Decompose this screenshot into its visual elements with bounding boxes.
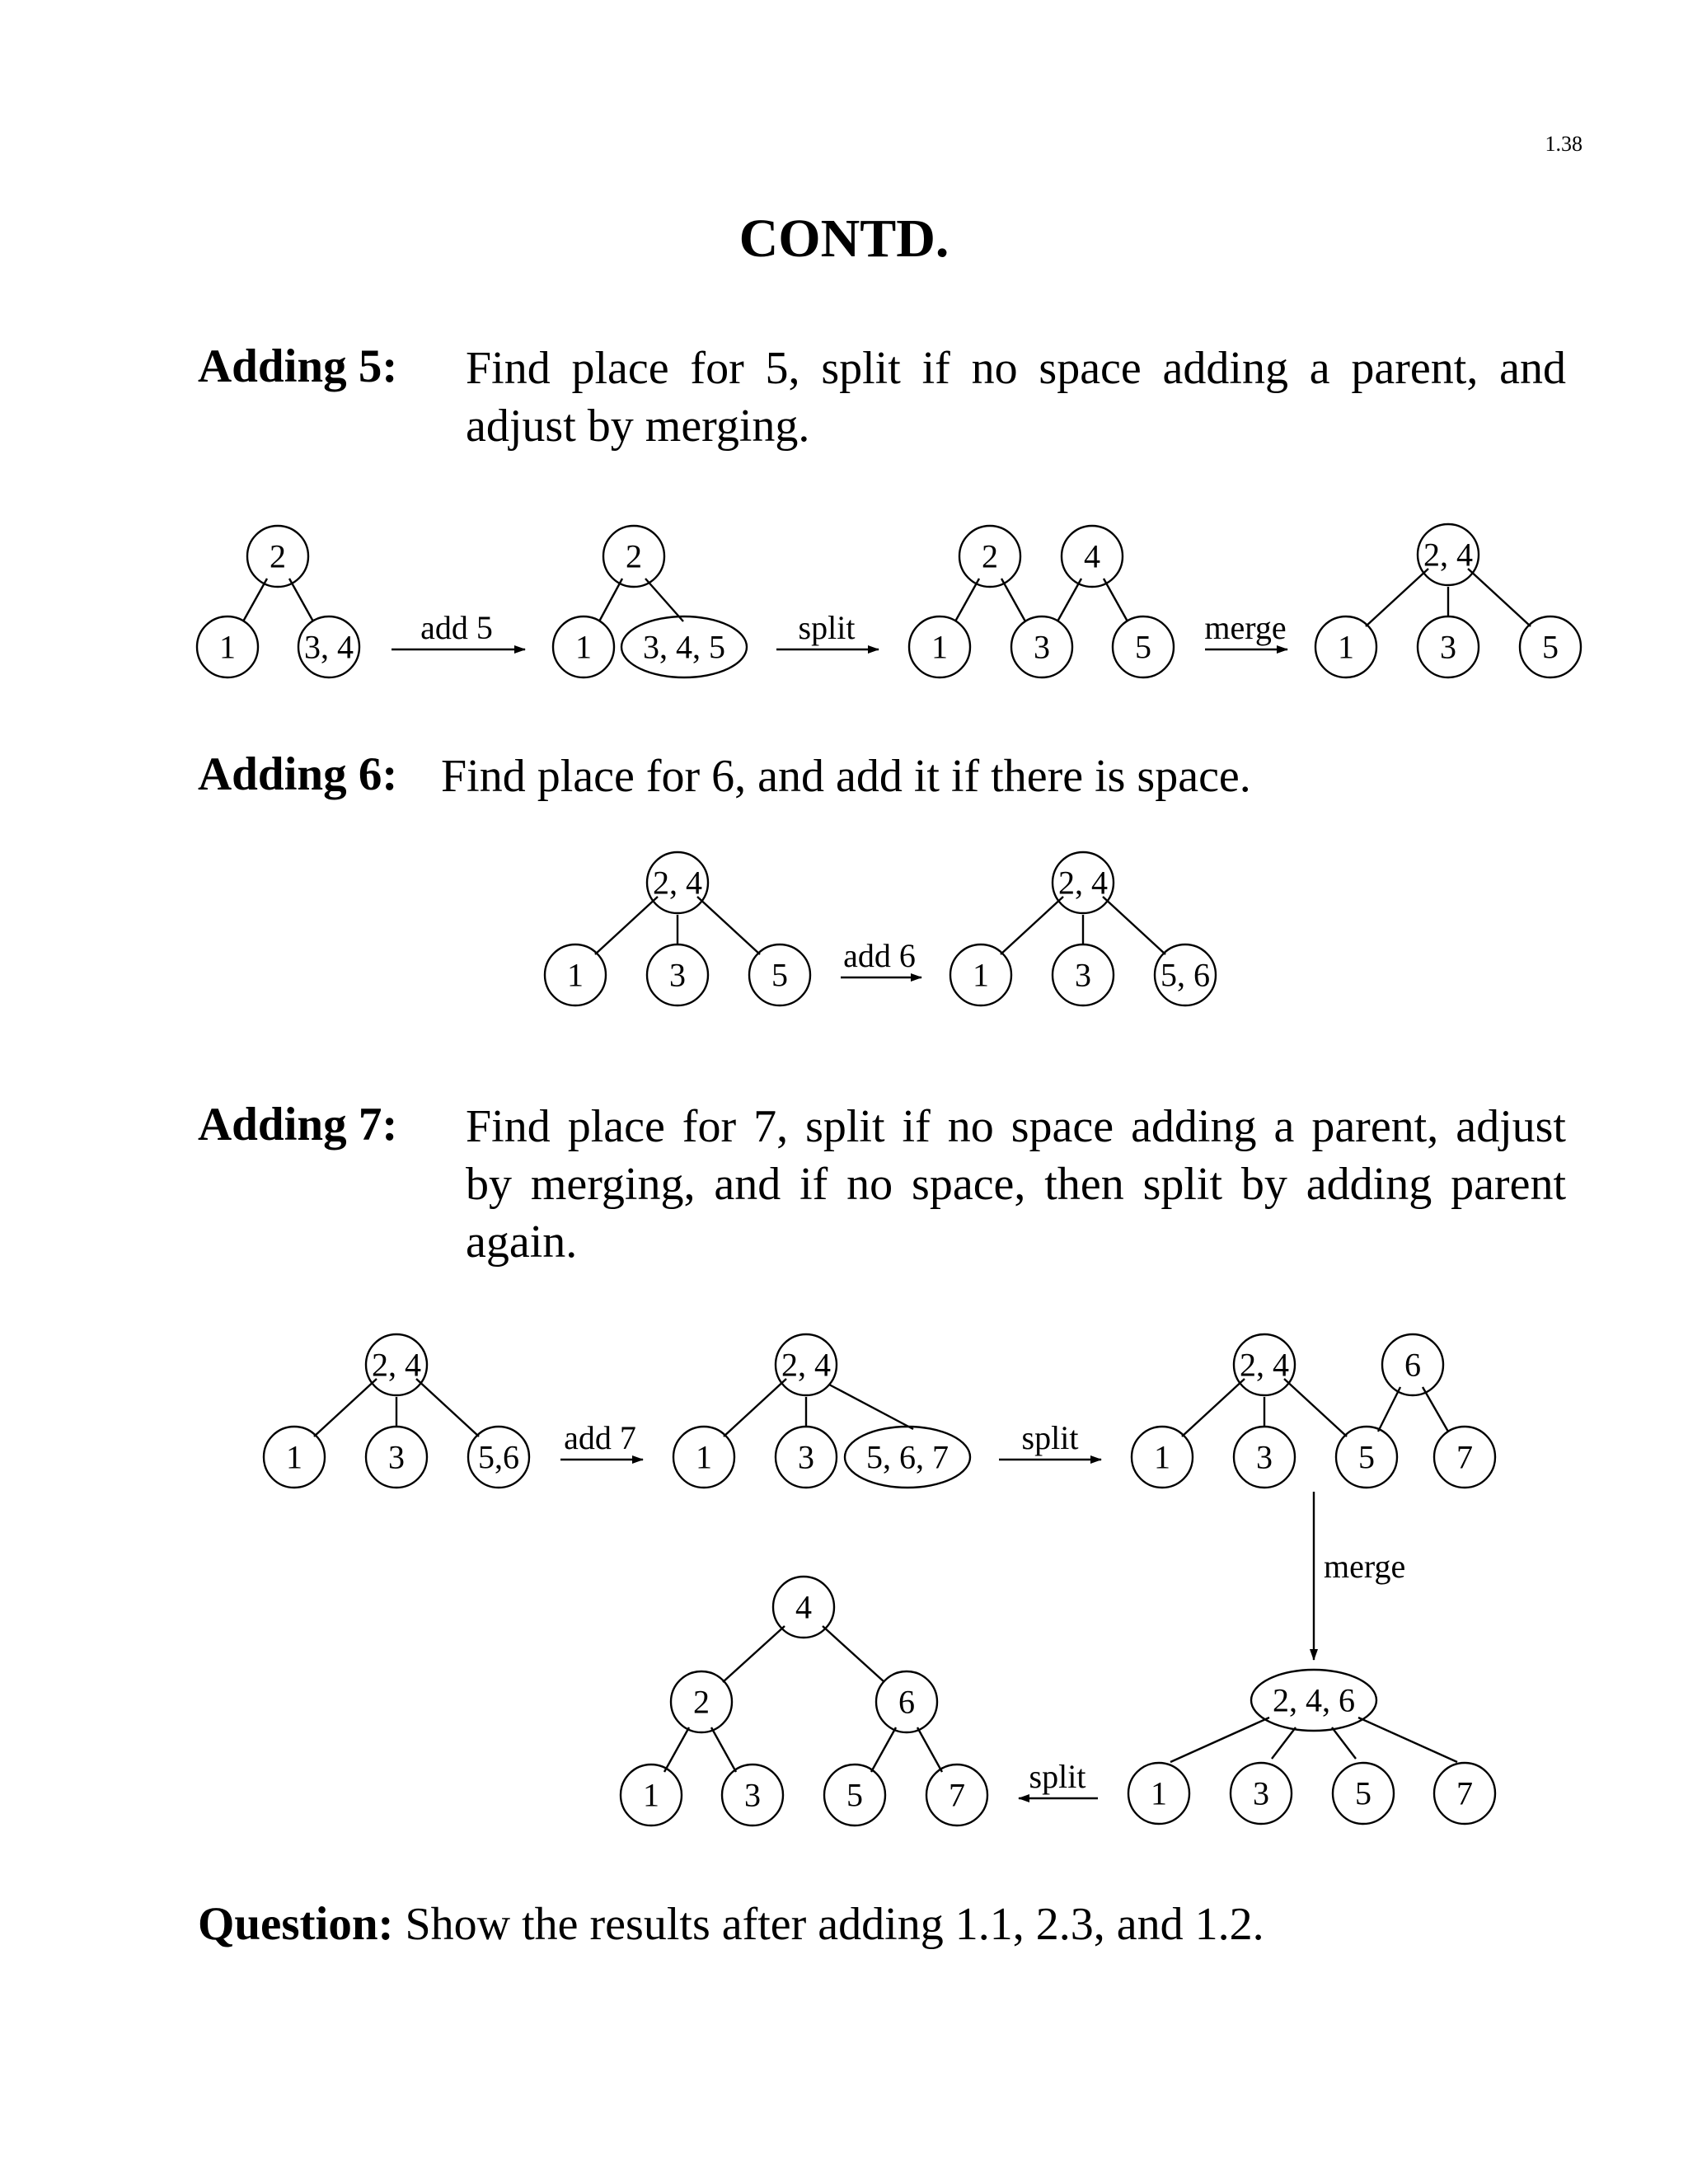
node-label: 1: [1154, 1438, 1170, 1476]
tree-edge: [697, 897, 760, 954]
node-label: 7: [1456, 1438, 1473, 1476]
tree-edge: [1378, 1387, 1400, 1432]
node-label: 2, 4: [653, 864, 702, 902]
arrow-label: split: [798, 609, 856, 646]
section-7-label: Adding 7:: [198, 1099, 398, 1151]
node-label: 1: [643, 1776, 659, 1814]
node-label: 3: [669, 956, 686, 994]
arrow-merge-vertical: [1314, 1492, 1405, 1660]
tree-edge: [1103, 897, 1165, 954]
node-label: 1: [567, 956, 584, 994]
node-label: 7: [949, 1776, 965, 1814]
node-label: 3, 4: [304, 628, 354, 666]
node-label: 3: [1075, 956, 1091, 994]
section-7-line-2: by merging, and if no space, then split by adding parent: [466, 1159, 1566, 1210]
node-label: 2: [982, 537, 998, 575]
tree-5b: [553, 526, 747, 677]
tree-edge: [711, 1727, 736, 1772]
node-label: 2, 4, 6: [1273, 1681, 1355, 1719]
arrow-label: merge: [1324, 1548, 1406, 1585]
node-label: 5: [1542, 628, 1559, 666]
tree-edge: [1001, 897, 1063, 954]
arrow-split: [776, 609, 879, 649]
tree-edge: [1284, 1379, 1347, 1436]
node-label: 2, 4: [781, 1346, 831, 1384]
arrow-add-7: [560, 1419, 643, 1460]
tree-edge: [289, 579, 313, 621]
section-5-label: Adding 5:: [198, 340, 398, 392]
question-text: Show the results after adding 1.1, 2.3, and 1.2.: [405, 1899, 1264, 1950]
tree-5d: [1315, 524, 1581, 677]
tree-edge: [243, 579, 267, 621]
node-label: 3: [1034, 628, 1050, 666]
node-label: 3: [1440, 628, 1456, 666]
tree-7a: [264, 1334, 529, 1488]
node-label: 5: [1355, 1774, 1372, 1812]
node-label: 6: [898, 1683, 915, 1721]
tree-edge: [416, 1379, 479, 1436]
node-label: 5: [846, 1776, 863, 1814]
node-label: 2, 4: [1240, 1346, 1289, 1384]
section-5-line-1: Find place for 5, split if no space adding a parent, and: [466, 343, 1566, 394]
tree-5a: [197, 526, 359, 677]
tree-edge: [664, 1727, 689, 1772]
node-label: 5, 6: [1160, 956, 1210, 994]
tree-edge: [1057, 579, 1081, 621]
tree-edge: [917, 1727, 942, 1772]
tree-edge: [829, 1385, 913, 1429]
tree-edge: [1366, 569, 1428, 626]
node-label: 5: [1358, 1438, 1375, 1476]
tree-edge: [1170, 1718, 1269, 1762]
node-label: 4: [1084, 537, 1100, 575]
arrow-split: [999, 1419, 1101, 1460]
arrow-merge: [1204, 609, 1287, 649]
node-label: 3: [744, 1776, 761, 1814]
arrow-label: split: [1029, 1758, 1086, 1795]
node-label: 3: [1253, 1774, 1269, 1812]
node-label: 1: [931, 628, 948, 666]
tree-edge: [871, 1727, 896, 1772]
section-7-line-1: Find place for 7, split if no space adding a parent, adjust: [466, 1101, 1566, 1152]
tree-6a: [545, 852, 810, 1005]
node-label: 2, 4: [372, 1346, 421, 1384]
tree-7e: [621, 1577, 987, 1825]
arrow-add-6: [841, 937, 921, 977]
tree-edge: [1468, 569, 1531, 626]
tree-edge: [1332, 1727, 1356, 1759]
node-label: 1: [973, 956, 989, 994]
tree-edge: [1001, 579, 1025, 621]
tree-edge: [1104, 579, 1128, 621]
page-title: CONTD.: [738, 209, 950, 269]
arrow-split-left: [1019, 1758, 1098, 1798]
tree-edge: [314, 1379, 377, 1436]
node-label: 4: [795, 1588, 812, 1626]
node-label: 5: [771, 956, 788, 994]
tree-6b: [950, 852, 1216, 1005]
node-label: 1: [219, 628, 236, 666]
question-label: Question:: [198, 1898, 394, 1950]
tree-edge: [823, 1626, 884, 1682]
arrow-label: add 5: [420, 609, 493, 646]
node-label: 2, 4: [1058, 864, 1108, 902]
tree-edge: [1272, 1727, 1296, 1759]
node-label: 3: [1256, 1438, 1273, 1476]
node-label: 2, 4: [1423, 536, 1473, 574]
node-label: 2: [626, 537, 642, 575]
tree-edge: [1358, 1718, 1457, 1762]
node-label: 2: [270, 537, 286, 575]
tree-edge: [1182, 1379, 1245, 1436]
section-6-label: Adding 6:: [198, 748, 398, 800]
node-label: 3: [388, 1438, 405, 1476]
arrow-label: split: [1021, 1419, 1079, 1456]
node-label: 1: [286, 1438, 302, 1476]
node-label: 5,6: [478, 1438, 519, 1476]
section-6-description: Find place for 6, and add it if there is space.: [441, 751, 1251, 802]
tree-edge: [1423, 1387, 1448, 1432]
node-label: 7: [1456, 1774, 1473, 1812]
node-label: 3, 4, 5: [643, 628, 725, 666]
node-label: 1: [575, 628, 592, 666]
node-label: 2: [693, 1683, 710, 1721]
node-label: 6: [1404, 1346, 1421, 1384]
node-label: 1: [1338, 628, 1354, 666]
arrow-label: add 7: [564, 1419, 636, 1456]
page-number: 1.38: [1545, 132, 1582, 156]
tree-5c: [909, 526, 1174, 677]
node-label: 5: [1135, 628, 1151, 666]
arrow-label: add 6: [843, 937, 916, 974]
arrow-add-5: [392, 609, 525, 649]
tree-edge: [595, 897, 658, 954]
section-7-line-3: again.: [466, 1216, 578, 1268]
tree-7c: [1132, 1334, 1495, 1488]
tree-edge: [599, 579, 622, 621]
tree-edge: [955, 579, 979, 621]
tree-edge: [645, 579, 683, 621]
tree-7b: [673, 1334, 970, 1488]
tree-edge: [723, 1626, 785, 1682]
node-label: 1: [696, 1438, 712, 1476]
section-5-line-2: adjust by merging.: [466, 401, 810, 452]
tree-edge: [724, 1379, 786, 1436]
node-label: 3: [798, 1438, 814, 1476]
arrow-label: merge: [1204, 609, 1287, 646]
tree-7d: [1128, 1670, 1495, 1824]
node-label: 5, 6, 7: [866, 1438, 949, 1476]
node-label: 1: [1151, 1774, 1167, 1812]
